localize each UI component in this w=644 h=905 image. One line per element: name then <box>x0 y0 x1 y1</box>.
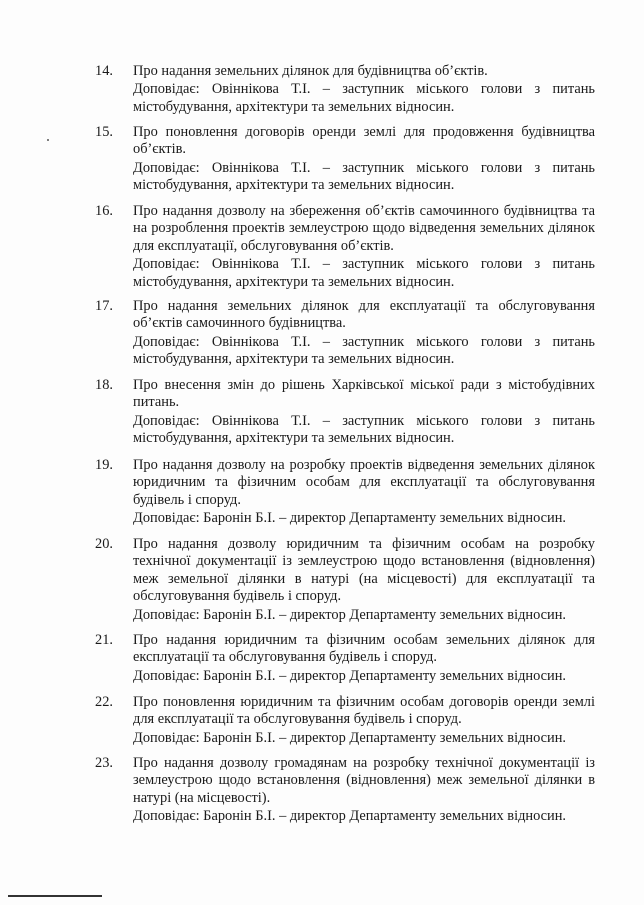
item-title: Про надання юридичним та фізичним особам земельних ділянок для експлуатації та обслуговування будівель і споруд. <box>133 632 595 666</box>
item-title: Про надання дозволу громадянам на розробку технічної документації із землеустрою щодо встановлення (відновлення) меж земельної ділянки в натурі (на місцевості). <box>133 755 595 806</box>
item-number: 19. <box>95 457 113 473</box>
scan-speck <box>47 139 49 141</box>
footer-rule <box>8 895 102 897</box>
item-number: 15. <box>95 124 113 140</box>
item-title: Про надання дозволу на розробку проектів відведення земельних ділянок юридичним та фізичним особам для експлуатації та обслуговування будівель і споруд. <box>133 457 595 508</box>
agenda-item-14 <box>95 63 595 116</box>
item-title: Про внесення змін до рішень Харківської міської ради з містобудівних питань. <box>133 377 595 411</box>
item-title: Про надання земельних ділянок для будівництва об’єктів. <box>133 63 488 79</box>
item-speaker: Доповідає: Овіннікова Т.І. – заступник міського голови з питань містобудування, архітектури та земельних відносин. <box>133 256 595 290</box>
item-title: Про надання дозволу юридичним та фізичним особам на розробку технічної документації із землеустрою щодо встановлення (відновлення) меж земельної ділянки в натурі (на місцевості) для експлуатації та обслуговування будівель і споруд. <box>133 536 595 605</box>
agenda-item-18 <box>95 377 595 448</box>
agenda-item-20 <box>95 536 595 624</box>
item-speaker: Доповідає: Баронін Б.І. – директор Департаменту земельних відносин. <box>133 808 567 825</box>
item-speaker: Доповідає: Баронін Б.І. – директор Департаменту земельних відносин. <box>133 667 567 684</box>
item-number: 23. <box>95 755 113 771</box>
item-number: 20. <box>95 536 113 552</box>
agenda-item-22 <box>95 694 595 747</box>
agenda-item-17 <box>95 298 595 369</box>
item-speaker: Доповідає: Баронін Б.І. – директор Департаменту земельних відносин. <box>133 510 567 527</box>
agenda-item-21 <box>95 632 595 685</box>
item-title: Про надання дозволу на збереження об’єктів самочинного будівництва та на розроблення проектів землеустрою щодо відведення земельних ділянок для експлуатації, обслуговування об’єктів. <box>133 203 595 254</box>
item-title: Про поновлення юридичним та фізичним особам договорів оренди землі для експлуатації та обслуговування будівель і споруд. <box>133 694 595 728</box>
item-speaker: Доповідає: Овіннікова Т.І. – заступник міського голови з питань містобудування, архітектури та земельних відносин. <box>133 333 595 368</box>
item-number: 18. <box>95 377 113 393</box>
item-number: 17. <box>95 298 113 314</box>
agenda-item-19 <box>95 457 595 528</box>
item-speaker: Доповідає: Овіннікова Т.І. – заступник міського голови з питань містобудування, архітектури та земельних відносин. <box>133 159 595 194</box>
agenda-item-23 <box>95 755 595 826</box>
item-number: 22. <box>95 694 113 710</box>
item-speaker: Доповідає: Овіннікова Т.І. – заступник міського голови з питань містобудування, архітектури та земельних відносин. <box>133 412 595 447</box>
item-speaker: Доповідає: Овіннікова Т.І. – заступник міського голови з питань містобудування, архітектури та земельних відносин. <box>133 81 595 115</box>
agenda-item-15 <box>95 124 595 195</box>
item-speaker: Доповідає: Баронін Б.І. – директор Департаменту земельних відносин. <box>133 729 567 746</box>
item-speaker: Доповідає: Баронін Б.І. – директор Департаменту земельних відносин. <box>133 606 567 623</box>
item-number: 16. <box>95 203 113 219</box>
item-number: 21. <box>95 632 113 648</box>
item-number: 14. <box>95 63 113 79</box>
agenda-item-16 <box>95 203 595 291</box>
item-title: Про поновлення договорів оренди землі для продовження будівництва об’єктів. <box>133 124 595 158</box>
item-title: Про надання земельних ділянок для експлуатації та обслуговування об’єктів самочинного будівництва. <box>133 298 595 332</box>
